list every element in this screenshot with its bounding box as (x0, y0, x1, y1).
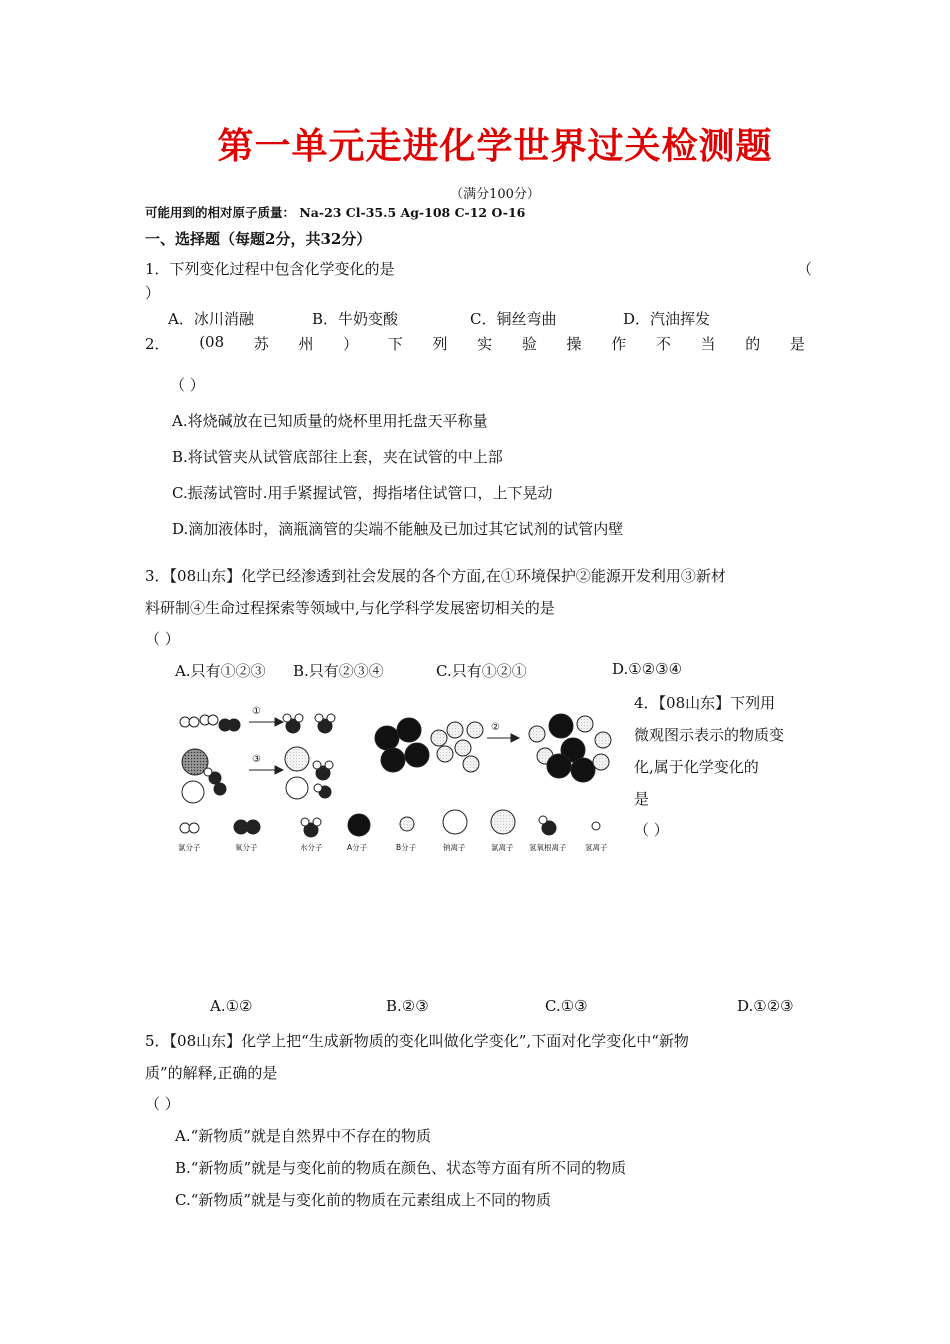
q4-line-3: 化,属于化学变化的 (634, 758, 759, 776)
q2-stem-part: 下 (387, 335, 403, 353)
q1-paren-open: （ (797, 260, 813, 278)
legend-label: 水分子 (300, 843, 323, 852)
legend-label: B分子 (396, 843, 417, 852)
q2-stem-part: 当 (700, 335, 716, 353)
legend-label: 氢氧根离子 (529, 843, 567, 852)
legend-label: 氧分子 (235, 843, 258, 852)
q1-stem: 1．下列变化过程中包含化学变化的是 (145, 260, 395, 278)
q1-option-a: A．冰川消融 (168, 310, 254, 328)
full-score: （满分100分） (450, 187, 540, 202)
section-heading: 一、选择题（每题2分，共32分） (145, 230, 372, 248)
q1-option-b: B．牛奶变酸 (312, 310, 399, 328)
q3-option-c: C.只有①②① (436, 662, 527, 680)
q2-option-c: C.振荡试管时.用手紧握试管，拇指堵住试管口，上下晃动 (172, 484, 553, 502)
q3-option-d: D.①②③④ (612, 660, 683, 678)
q3-option-b: B.只有②③④ (293, 662, 384, 680)
q4-line-4: 是 (634, 790, 650, 808)
page-title: 第一单元走进化学世界过关检测题 (217, 125, 773, 167)
q1-option-c: C．铜丝弯曲 (470, 310, 557, 328)
q4-line-1: 4．【08山东】下列用 (634, 694, 776, 712)
q2-stem-part: 苏 (253, 335, 269, 353)
q3-line-2: 料研制④生命过程探索等领域中,与化学科学发展密切相关的是 (145, 599, 555, 617)
atomic-mass-line: 可能用到的相对原子质量： Na-23 Cl-35.5 Ag-108 C-12 O-16 (145, 205, 526, 220)
q1-option-d: D．汽油挥发 (623, 310, 711, 328)
q2-option-d: D.滴加液体时，滴瓶滴管的尖端不能触及已加过其它试剂的试管内壁 (172, 520, 624, 538)
legend-label: 氯分子 (178, 843, 201, 852)
q1-paren-close: ） (145, 284, 161, 302)
q4-option-d: D.①②③ (737, 997, 794, 1015)
q2-stem-part: 的 (745, 335, 761, 353)
q4-line-2: 微观图示表示的物质变 (634, 726, 785, 744)
q4-option-b: B.②③ (386, 997, 429, 1015)
legend-label: 氢离子 (585, 843, 608, 852)
q2-stem-part: 2． (145, 335, 170, 353)
figure-mark-2: ② (491, 722, 500, 733)
q2-stem-part: 作 (611, 335, 627, 353)
q5-option-a: A.“新物质”就是自然界中不存在的物质 (175, 1127, 431, 1145)
q2-stem-part: 是 (789, 335, 805, 353)
q3-paren: （ ） (145, 630, 180, 648)
q3-line-1: 3．【08山东】化学已经渗透到社会发展的各个方面,在①环境保护②能源开发利用③新材 (145, 567, 726, 585)
q2-stem-part: 实 (477, 335, 493, 353)
q5-option-c: C.“新物质”就是与变化前的物质在元素组成上不同的物质 (175, 1191, 552, 1209)
q2-stem-part: 列 (432, 335, 448, 353)
microscopic-diagram (175, 700, 615, 860)
q2-stem-part: 操 (566, 335, 582, 353)
q4-option-a: A.①② (210, 997, 253, 1015)
q2-stem-part: 验 (521, 335, 537, 353)
q2-stem-part: 州 (298, 335, 314, 353)
legend-label: A分子 (347, 843, 368, 852)
legend-label: 钠离子 (443, 843, 466, 852)
q5-option-b: B.“新物质”就是与变化前的物质在颜色、状态等方面有所不同的物质 (175, 1159, 627, 1177)
q5-paren: （ ） (145, 1095, 180, 1113)
figure-mark-3: ③ (252, 754, 261, 765)
q2-stem-part: (08 (199, 333, 225, 351)
q2-stem (145, 333, 805, 354)
q2-stem-part: ） (343, 335, 359, 353)
figure-mark-1: ① (252, 706, 261, 717)
q4-paren: （ ） (634, 821, 669, 839)
legend-label: 氯离子 (491, 843, 514, 852)
q5-line-1: 5．【08山东】化学上把“生成新物质的变化叫做化学变化”,下面对化学变化中“新物 (145, 1032, 689, 1050)
q2-option-b: B.将试管夹从试管底部往上套，夹在试管的中上部 (172, 448, 503, 466)
q2-stem-part: 不 (655, 335, 671, 353)
q5-line-2: 质”的解释,正确的是 (145, 1064, 278, 1082)
q3-option-a: A.只有①②③ (175, 662, 266, 680)
q2-paren: （ ） (170, 376, 205, 394)
q2-option-a: A.将烧碱放在已知质量的烧杯里用托盘天平称量 (172, 412, 488, 430)
q4-option-c: C.①③ (545, 997, 588, 1015)
